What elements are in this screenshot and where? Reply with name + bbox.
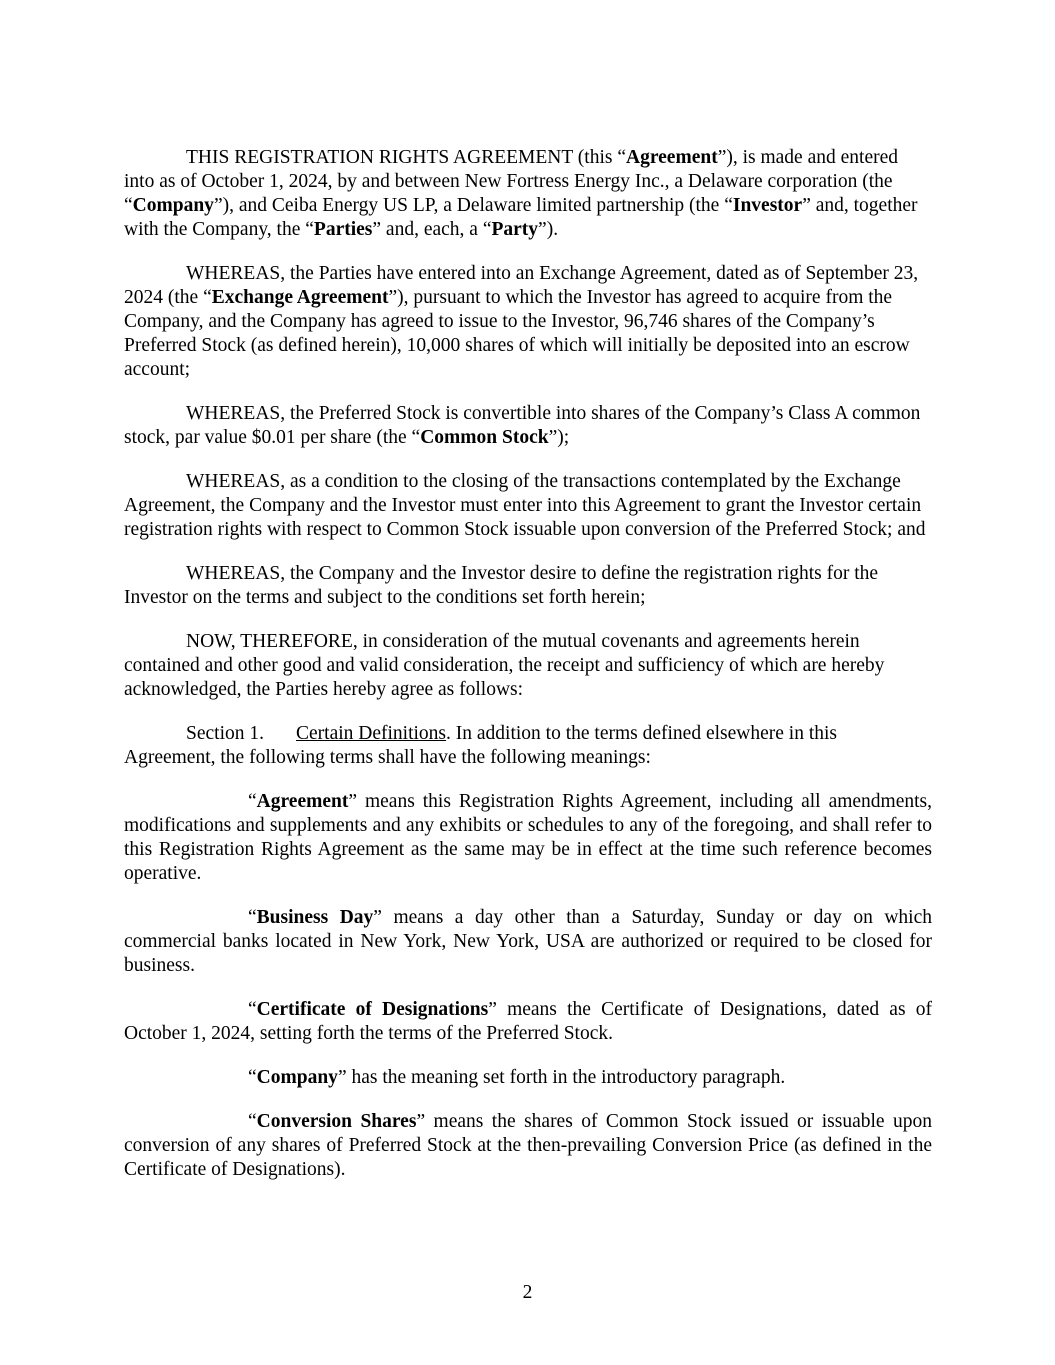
intro-text: ” and, together with the Company, the “ — [124, 195, 918, 240]
open-quote: “ — [248, 907, 257, 928]
open-quote: “ — [248, 999, 257, 1020]
defined-term-exchange-agreement: Exchange Agreement — [211, 287, 389, 308]
open-quote: “ — [248, 1111, 257, 1132]
now-therefore-paragraph: NOW, THEREFORE, in consideration of the mutual covenants and agreements herein contained and other good and valid consideration, the receipt and sufficiency of which are hereby acknowledged, the Parties hereby agree as follows: — [124, 631, 885, 700]
whereas-text: WHEREAS, the Parties have entered into an Exchange Agreement, dated as of September 23, 2024 (the “ — [124, 263, 919, 308]
defined-term-agreement: Agreement — [626, 147, 718, 168]
definition-term: Conversion Shares — [256, 1111, 417, 1132]
definition-term: Business Day — [256, 907, 374, 928]
definition-text: ” has the meaning set forth in the introductory paragraph. — [337, 1067, 786, 1088]
whereas-paragraph-2 — [124, 402, 932, 450]
defined-term-company: Company — [132, 195, 214, 216]
definition-term: Certificate of Designations — [256, 999, 489, 1020]
whereas-text: ”), pursuant to which the Investor has agreed to acquire from the Company, and the Company has agreed to issue to the Investor, 96,746 shares of the Company’s Preferred Stock (as defined herein), 10,000 shares of which will initially be deposited into an escrow account; — [124, 287, 910, 380]
definition-text: ” means a day other than a Saturday, Sunday or day on which commercial banks located in New York, New York, USA are authorized or required to be closed for business. — [124, 907, 932, 976]
open-quote: “ — [248, 791, 257, 812]
defined-term-party: Party — [491, 219, 539, 240]
intro-text: ”), is made and entered into as of October 1, 2024, by and between New Fortress Energy Inc., a Delaware corporation (the “ — [124, 147, 898, 216]
whereas-paragraph-3: WHEREAS, as a condition to the closing of the transactions contemplated by the Exchange Agreement, the Company and the Investor must enter into this Agreement to grant the Investor certain registration rights with respect to Common Stock issuable upon conversion of the Preferred Stock; and — [124, 471, 926, 540]
definition-text: ” means the Certificate of Designations, dated as of October 1, 2024, setting forth the terms of the Preferred Stock. — [124, 999, 932, 1044]
whereas-paragraph-4: WHEREAS, the Company and the Investor desire to define the registration rights for the Investor on the terms and subject to the conditions set forth herein; — [124, 563, 879, 608]
section-heading: Certain Definitions — [296, 723, 447, 744]
intro-paragraph — [124, 146, 932, 242]
whereas-text: ”); — [548, 427, 570, 448]
section-1-paragraph — [124, 722, 932, 770]
definition-business-day — [124, 906, 932, 978]
definition-conversion-shares — [124, 1110, 932, 1182]
intro-text: ”), and Ceiba Energy US LP, a Delaware limited partnership (the “ — [213, 195, 733, 216]
definition-certificate-of-designations — [124, 998, 932, 1046]
definition-text: ” means this Registration Rights Agreement, including all amendments, modifications and supplements and any exhibits or schedules to any of the foregoing, and shall refer to this Registration Rights Agreement as the same may be in effect at the time such reference becomes operative. — [124, 791, 932, 884]
definition-term: Company — [256, 1067, 338, 1088]
defined-term-common-stock: Common Stock — [420, 427, 549, 448]
intro-text: ” and, each, a “ — [372, 219, 492, 240]
whereas-paragraph-1 — [124, 262, 932, 382]
open-quote: “ — [248, 1067, 257, 1088]
definition-company — [124, 1066, 932, 1090]
intro-text: THIS REGISTRATION RIGHTS AGREEMENT (this “ — [186, 147, 627, 168]
intro-text: ”). — [538, 219, 559, 240]
document-page — [124, 146, 932, 1202]
definition-term: Agreement — [256, 791, 349, 812]
definition-agreement — [124, 790, 932, 886]
section-number: Section 1. — [186, 723, 264, 744]
definition-text: ” means the shares of Common Stock issued or issuable upon conversion of any shares of Preferred Stock at the then-prevailing Conversion Price (as defined in the Certificate of Designations). — [124, 1111, 932, 1180]
defined-term-parties: Parties — [313, 219, 373, 240]
page-number: 2 — [522, 1282, 533, 1303]
section-text: . In addition to the terms defined elsewhere in this Agreement, the following terms shall have the following meanings: — [124, 723, 837, 768]
defined-term-investor: Investor — [732, 195, 803, 216]
whereas-text: WHEREAS, the Preferred Stock is convertible into shares of the Company’s Class A common stock, par value $0.01 per share (the “ — [124, 403, 921, 448]
